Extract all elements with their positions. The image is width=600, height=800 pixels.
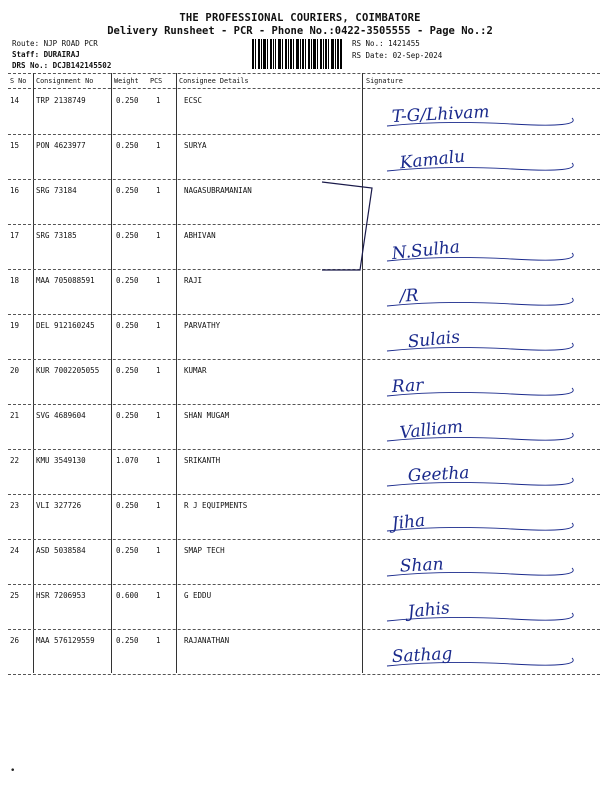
cell-sno: 21 [10, 411, 20, 420]
svg-text:Rar: Rar [391, 375, 424, 398]
handwritten-signature [372, 270, 592, 315]
cell-pcs: 1 [156, 591, 161, 600]
rs-date-value: 02-Sep-2024 [392, 51, 443, 60]
col-header-pcs: PCS [150, 77, 163, 85]
cell-consignment-no: VLI 327726 [36, 501, 82, 510]
table-row [0, 540, 600, 585]
rs-date-line [352, 50, 442, 61]
cell-weight: 0.250 [116, 636, 139, 645]
cell-consignee: G EDDU [184, 591, 212, 600]
table-row [0, 585, 600, 630]
runsheet-subtitle: Delivery Runsheet - PCR - Phone No.:0422-3505555 - Page No.:2 [107, 25, 493, 37]
cell-consignment-no: ASD 5038584 [36, 546, 86, 555]
rs-no-label: RS No.: [352, 39, 384, 48]
cell-pcs: 1 [156, 501, 161, 510]
cell-consignment-no: SRG 73184 [36, 186, 77, 195]
staff-label: Staff: [12, 50, 40, 59]
cell-consignment-no: KMU 3549130 [36, 456, 86, 465]
svg-text:/R: /R [399, 285, 419, 307]
cell-weight: 0.250 [116, 96, 139, 105]
cell-consignee: ABHIVAN [184, 231, 216, 240]
cell-consignee: SHAN MUGAM [184, 411, 230, 420]
table-top-rule [8, 73, 600, 74]
cell-sno: 24 [10, 546, 20, 555]
cell-consignee: PARVATHY [184, 321, 221, 330]
svg-text:Shan: Shan [399, 554, 445, 577]
table-row [0, 495, 600, 540]
table-row [0, 225, 600, 270]
svg-text:Jahis: Jahis [406, 598, 451, 623]
table-header-rule [8, 88, 600, 89]
drs-label: DRS No.: [12, 61, 49, 70]
cell-consignment-no: KUR 7002205055 [36, 366, 100, 375]
rs-no-value: 1421455 [388, 39, 420, 48]
handwritten-signature [372, 315, 592, 360]
cell-consignment-no: SVG 4689604 [36, 411, 86, 420]
cell-sno: 17 [10, 231, 20, 240]
svg-text:Valliam: Valliam [398, 416, 464, 444]
drs-value: DCJB142145502 [52, 61, 112, 70]
svg-text:Jiha: Jiha [390, 510, 427, 535]
cell-consignment-no: HSR 7206953 [36, 591, 86, 600]
cell-pcs: 1 [156, 231, 161, 240]
staff-value: DURAIRAJ [43, 50, 80, 59]
cell-pcs: 1 [156, 96, 161, 105]
col-header-weight: Weight [114, 77, 139, 85]
scan-speck: • [10, 766, 16, 776]
cell-consignment-no: SRG 73185 [36, 231, 77, 240]
col-header-sno: S No [10, 77, 27, 85]
cell-sno: 16 [10, 186, 20, 195]
handwritten-signature [372, 630, 592, 675]
table-row [0, 315, 600, 360]
cell-weight: 1.070 [116, 456, 139, 465]
route-value: NJP ROAD PCR [43, 39, 98, 48]
cell-sno: 19 [10, 321, 20, 330]
cell-sno: 15 [10, 141, 20, 150]
svg-text:N.Sulha: N.Sulha [390, 237, 461, 265]
svg-text:Geetha: Geetha [407, 463, 470, 487]
cell-weight: 0.250 [116, 411, 139, 420]
cell-consignee: R J EQUIPMENTS [184, 501, 248, 510]
table-row [0, 630, 600, 675]
table-row [0, 135, 600, 180]
cell-pcs: 1 [156, 636, 161, 645]
cell-consignment-no: MAA 576129559 [36, 636, 95, 645]
rs-number-line [352, 38, 420, 49]
cell-sno: 18 [10, 276, 20, 285]
cell-weight: 0.250 [116, 141, 139, 150]
handwritten-signature [372, 225, 592, 270]
cell-sno: 20 [10, 366, 20, 375]
col-header-consignee: Consignee Details [179, 77, 249, 85]
cell-pcs: 1 [156, 186, 161, 195]
cell-weight: 0.250 [116, 231, 139, 240]
handwritten-signature [372, 90, 592, 135]
cell-consignee: SURYA [184, 141, 207, 150]
cell-consignment-no: DEL 912160245 [36, 321, 95, 330]
cell-pcs: 1 [156, 141, 161, 150]
cell-pcs: 1 [156, 321, 161, 330]
cell-sno: 23 [10, 501, 20, 510]
company-title: THE PROFESSIONAL COURIERS, COIMBATORE [179, 12, 421, 24]
cell-pcs: 1 [156, 366, 161, 375]
rs-date-label: RS Date: [352, 51, 389, 60]
table-row [0, 180, 600, 225]
cell-consignee: RAJI [184, 276, 203, 285]
col-header-signature: Signature [366, 77, 403, 85]
table-row [0, 270, 600, 315]
cell-sno: 22 [10, 456, 20, 465]
route-line [12, 38, 98, 49]
handwritten-signature [372, 495, 592, 540]
handwritten-bracket-mark [320, 180, 380, 275]
table-row [0, 405, 600, 450]
cell-weight: 0.250 [116, 321, 139, 330]
cell-sno: 26 [10, 636, 20, 645]
cell-weight: 0.250 [116, 501, 139, 510]
handwritten-signature [372, 450, 592, 495]
table-row [0, 450, 600, 495]
table-row [0, 360, 600, 405]
cell-consignment-no: PON 4623977 [36, 141, 86, 150]
cell-pcs: 1 [156, 411, 161, 420]
handwritten-signature [372, 135, 592, 180]
cell-consignee: RAJANATHAN [184, 636, 230, 645]
cell-weight: 0.250 [116, 366, 139, 375]
cell-weight: 0.250 [116, 186, 139, 195]
cell-sno: 14 [10, 96, 20, 105]
cell-pcs: 1 [156, 546, 161, 555]
cell-consignee: NAGASUBRAMANIAN [184, 186, 252, 195]
cell-sno: 25 [10, 591, 20, 600]
runsheet-barcode [252, 39, 342, 69]
handwritten-signature [372, 360, 592, 405]
cell-consignee: ECSC [184, 96, 203, 105]
cell-pcs: 1 [156, 276, 161, 285]
handwritten-signature [372, 405, 592, 450]
cell-pcs: 1 [156, 456, 161, 465]
svg-text:Kamalu: Kamalu [398, 146, 467, 174]
staff-line [12, 49, 80, 60]
cell-weight: 0.250 [116, 276, 139, 285]
row-separator [8, 674, 600, 675]
drs-line [12, 60, 111, 71]
handwritten-signature [372, 540, 592, 585]
cell-weight: 0.600 [116, 591, 139, 600]
cell-consignee: KUMAR [184, 366, 207, 375]
cell-consignment-no: MAA 705088591 [36, 276, 95, 285]
svg-text:T-G/Lhivam: T-G/Lhivam [391, 101, 491, 128]
cell-consignee: SMAP TECH [184, 546, 225, 555]
col-header-consignment: Consignment No [36, 77, 94, 85]
cell-consignee: SRIKANTH [184, 456, 221, 465]
svg-text:Sathag: Sathag [391, 643, 453, 668]
handwritten-signature [372, 585, 592, 630]
table-row [0, 90, 600, 135]
cell-consignment-no: TRP 2138749 [36, 96, 86, 105]
route-label: Route: [12, 39, 40, 48]
svg-text:Sulais: Sulais [406, 327, 461, 353]
cell-weight: 0.250 [116, 546, 139, 555]
